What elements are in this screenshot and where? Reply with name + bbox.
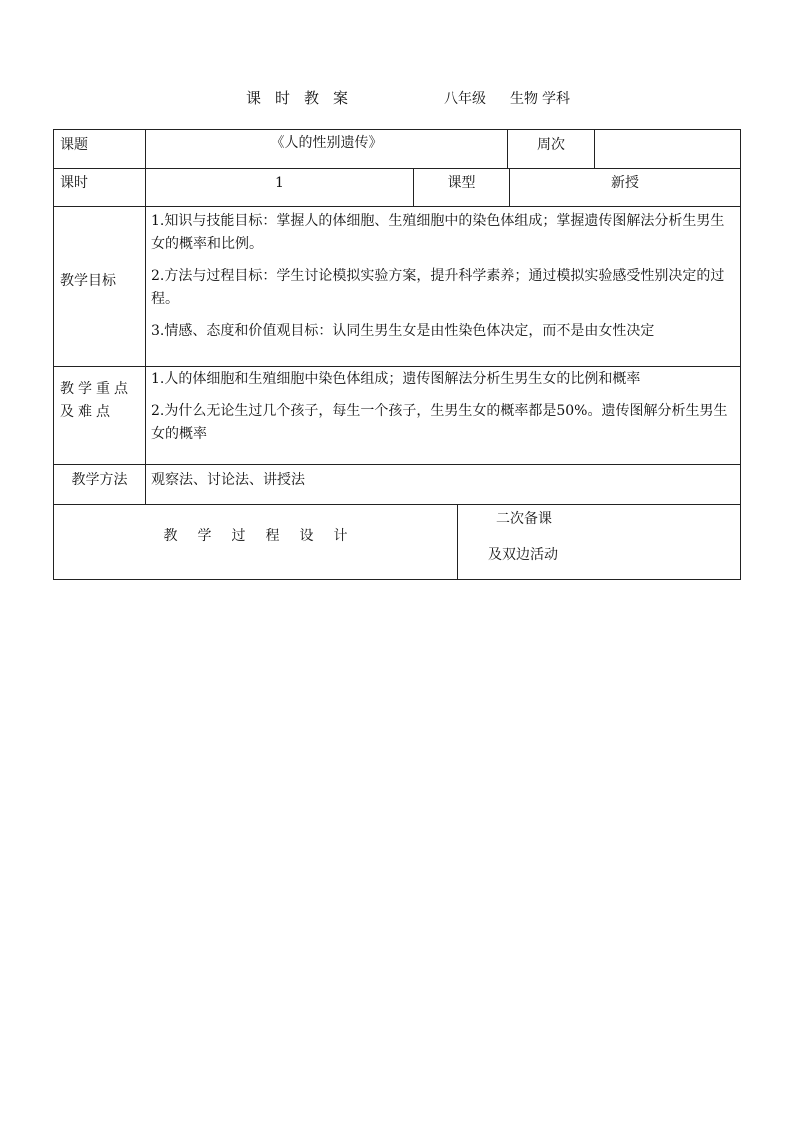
- row-divider: [54, 168, 740, 169]
- key-point-item: 1.人的体细胞和生殖细胞中染色体组成；遗传图解法分析生男生女的比例和概率: [151, 371, 641, 387]
- subject-label: 学科: [542, 91, 570, 107]
- row-divider: [54, 206, 740, 207]
- process-title: 教学过程设计: [163, 528, 368, 544]
- lesson-plan-table: [53, 129, 741, 580]
- col-divider: [594, 130, 595, 168]
- row-divider: [54, 504, 740, 505]
- methods-value: 观察法、讨论法、讲授法: [151, 472, 305, 488]
- subject-name: 生物: [510, 91, 538, 107]
- row-divider: [54, 366, 740, 367]
- col-divider: [457, 504, 458, 579]
- row-divider: [54, 464, 740, 465]
- process-side-line1: 二次备课: [496, 511, 552, 527]
- key-point-item: 2.为什么无论生过几个孩子，每生一个孩子，生男生女的概率都是50%。遗传图解分析生男生女的概率: [151, 403, 728, 442]
- page-title: 课时教案: [246, 89, 363, 107]
- period-label: 课时: [60, 175, 88, 191]
- lesson-type-label: 课型: [447, 175, 476, 191]
- objective-item: 3.情感、态度和价值观目标：认同生男生女是由性染色体决定，而不是由女性决定: [151, 323, 655, 339]
- grade-label: 八年级: [444, 91, 486, 107]
- topic-value: 《人的性别遗传》: [270, 135, 383, 151]
- page-header: [0, 87, 794, 109]
- process-side-line2: 及双边活动: [488, 547, 558, 563]
- objective-item: 1.知识与技能目标：掌握人的体细胞、生殖细胞中的染色体组成；掌握遗传图解法分析生男生女的概率和比例。: [151, 213, 725, 252]
- methods-label: 教学方法: [71, 472, 128, 488]
- subject-group: [510, 88, 570, 108]
- key-points-label: 教学重点及难点: [60, 381, 132, 420]
- objectives-content: [151, 210, 736, 352]
- period-value: 1: [275, 175, 284, 191]
- lesson-type-value: 新授: [611, 175, 639, 191]
- topic-label: 课题: [60, 137, 88, 153]
- objective-item: 2.方法与过程目标：学生讨论模拟实验方案，提升科学素养；通过模拟实验感受性别决定的过程。: [151, 268, 725, 307]
- objectives-label: 教学目标: [60, 273, 116, 289]
- week-label: 周次: [537, 137, 565, 153]
- key-points-content: [151, 368, 736, 455]
